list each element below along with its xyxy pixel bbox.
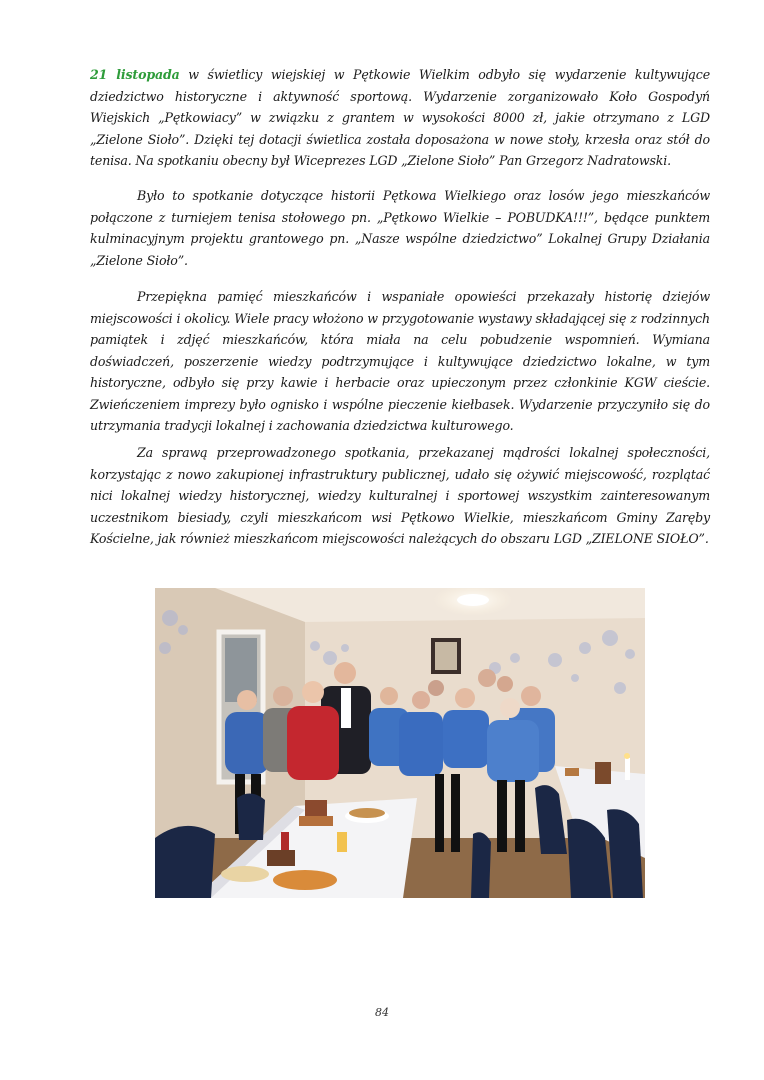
event-group-photo xyxy=(155,588,645,898)
event-date: 21 listopada xyxy=(90,67,180,82)
page-number: 84 xyxy=(375,1006,389,1019)
paragraph-3: Przepiękna pamięć mieszkańców i wspaniałe opowieści przekazały historię dziejów miejscowości i okolicy. Wiele pracy włożono w przygotowanie wystawy składającej się z rodzinnych pamiątek i zdjęć mieszkańców, która miała na celu pobudzenie wspomnień. Wymiana doświadczeń, poszerzenie wiedzy podtrzymujące i kultywujące dziedzictwo lokalne, w tym historyczne, odbyło się przy kawie i herbacie oraz upieczonym przez członkinie KGW cieście. Zwieńczeniem imprezy było ognisko i wspólne pieczenie kiełbasek. Wydarzenie przyczyniło się do utrzymania tradycji lokalnej i zachowania dziedzictwa kulturowego. xyxy=(90,289,710,433)
paragraph-1-text: w świetlicy wiejskiej w Pętkowie Wielkim odbyło się wydarzenie kultywujące dziedzictwo historyczne i aktywność sportową. Wydarzenie zorganizowało Koło Gospodyń Wiejskich „Pętkowiacy” w związku z grantem w wysokości 8000 zł, jakie otrzymano z LGD „Zielone Sioło”. Dzięki tej dotacji świetlica została doposażona w nowe stoły, krzesła oraz stół do tenisa. Na spotkaniu obecny był Wiceprezes LGD „Zielone Sioło” Pan Grzegorz Nadratowski. xyxy=(90,67,710,168)
paragraph-2: Było to spotkanie dotyczące historii Pętkowa Wielkiego oraz losów jego mieszkańców połączone z turniejem tenisa stołowego pn. „Pętkowo Wielkie – POBUDKA!!!”, będące punktem kulminacyjnym projektu grantowego pn. „Nasze wspólne dziedzictwo” Lokalnej Grupy Działania „Zielone Sioło”. xyxy=(90,188,710,268)
paragraph-1 xyxy=(90,64,710,172)
paragraph-4: Za sprawą przeprowadzonego spotkania, przekazanej mądrości lokalnej społeczności, korzystając z nowo zakupionej infrastruktury publicznej, udało się ożywić miejscowość, rozplątać nici lokalnej wiedzy historycznej, wiedzy kulturalnej i sportowej wszystkim zainteresowanym uczestnikom biesiady, czyli mieszkańcom wsi Pętkowo Wielkie, mieszkańcom Gminy Zaręby Kościelne, jak również mieszkańcom miejscowości należących do obszaru LGD „ZIELONE SIOŁO”. xyxy=(90,445,710,546)
